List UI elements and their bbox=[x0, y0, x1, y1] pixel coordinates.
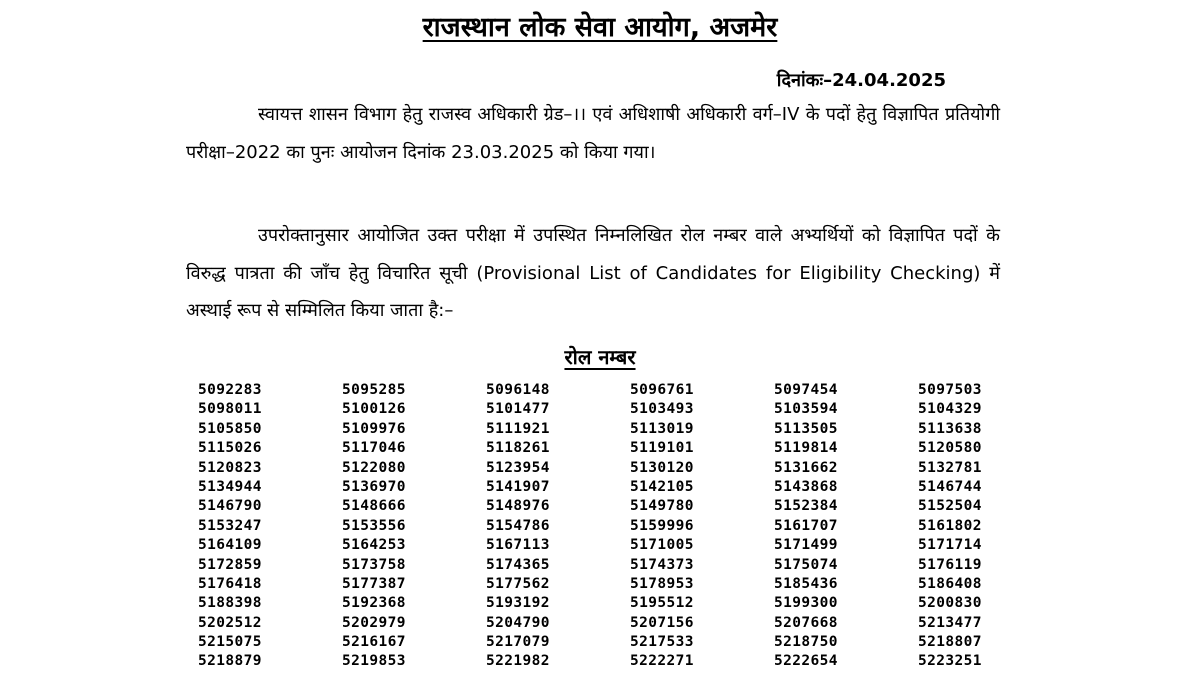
roll-number-cell: 5153556 bbox=[342, 517, 406, 534]
roll-number-cell: 5161802 bbox=[918, 517, 982, 534]
roll-number-cell: 5146744 bbox=[918, 478, 982, 495]
roll-number-cell: 5120580 bbox=[918, 440, 982, 457]
roll-number-cell: 5204790 bbox=[486, 614, 550, 631]
roll-number-cell: 5123954 bbox=[486, 459, 550, 476]
document-date: दिनांकः–24.04.2025 bbox=[776, 70, 946, 91]
roll-number-cell: 5113638 bbox=[918, 420, 982, 437]
roll-number-cell: 5222271 bbox=[630, 653, 694, 670]
roll-number-cell: 5215075 bbox=[198, 634, 262, 651]
roll-number-cell: 5101477 bbox=[486, 401, 550, 418]
roll-number-cell: 5161707 bbox=[774, 517, 838, 534]
roll-number-cell: 5100126 bbox=[342, 401, 406, 418]
roll-number-cell: 5167113 bbox=[486, 537, 550, 554]
roll-number-cell: 5217533 bbox=[630, 634, 694, 651]
roll-number-cell: 5221982 bbox=[486, 653, 550, 670]
page-title-text: राजस्थान लोक सेवा आयोग, अजमेर bbox=[422, 12, 778, 43]
roll-number-cell: 5188398 bbox=[198, 595, 262, 612]
roll-number-cell: 5096148 bbox=[486, 382, 550, 398]
roll-number-cell: 5113505 bbox=[774, 420, 838, 437]
roll-number-cell: 5172859 bbox=[198, 556, 262, 573]
roll-number-cell: 5218879 bbox=[198, 653, 262, 670]
roll-number-cell: 5092283 bbox=[198, 382, 262, 398]
roll-number-cell: 5164253 bbox=[342, 537, 406, 554]
roll-number-cell: 5105850 bbox=[198, 420, 262, 437]
roll-number-cell: 5192368 bbox=[342, 595, 406, 612]
roll-number-cell: 5117046 bbox=[342, 440, 406, 457]
roll-number-cell: 5098011 bbox=[198, 401, 262, 418]
roll-number-cell: 5213477 bbox=[918, 614, 982, 631]
roll-number-cell: 5173758 bbox=[342, 556, 406, 573]
roll-number-heading-text: रोल नम्बर bbox=[564, 345, 636, 369]
roll-number-cell: 5096761 bbox=[630, 382, 694, 398]
roll-number-cell: 5134944 bbox=[198, 478, 262, 495]
roll-number-cell: 5103594 bbox=[774, 401, 838, 418]
roll-number-cell: 5171005 bbox=[630, 537, 694, 554]
roll-number-cell: 5171499 bbox=[774, 537, 838, 554]
roll-number-cell: 5154786 bbox=[486, 517, 550, 534]
roll-number-cell: 5218807 bbox=[918, 634, 982, 651]
roll-number-cell: 5142105 bbox=[630, 478, 694, 495]
roll-number-heading bbox=[0, 342, 1200, 372]
roll-number-cell: 5217079 bbox=[486, 634, 550, 651]
roll-number-cell: 5176418 bbox=[198, 575, 262, 592]
page-title bbox=[0, 8, 1200, 48]
roll-number-cell: 5185436 bbox=[774, 575, 838, 592]
roll-number-cell: 5153247 bbox=[198, 517, 262, 534]
paragraph-exam-notice: स्वायत्त शासन विभाग हेतु राजस्व अधिकारी ग्रेड–।। एवं अधिशाषी अधिकारी वर्ग–IV के पदों हेतु विज्ञापित प्रतियोगी परीक्षा–2022 का पुनः आयोजन दिनांक 23.03.2025 को किया गया। bbox=[186, 104, 1000, 163]
roll-number-cell: 5143868 bbox=[774, 478, 838, 495]
roll-number-cell: 5122080 bbox=[342, 459, 406, 476]
roll-number-cell: 5174365 bbox=[486, 556, 550, 573]
roll-number-cell: 5095285 bbox=[342, 382, 406, 398]
roll-number-cell: 5195512 bbox=[630, 595, 694, 612]
roll-number-cell: 5175074 bbox=[774, 556, 838, 573]
roll-number-cell: 5097454 bbox=[774, 382, 838, 398]
roll-number-cell: 5115026 bbox=[198, 440, 262, 457]
roll-number-cell: 5152384 bbox=[774, 498, 838, 515]
roll-number-cell: 5186408 bbox=[918, 575, 982, 592]
roll-number-cell: 5118261 bbox=[486, 440, 550, 457]
roll-number-cell: 5174373 bbox=[630, 556, 694, 573]
roll-number-cell: 5120823 bbox=[198, 459, 262, 476]
paragraph-eligibility-list: उपरोक्तानुसार आयोजित उक्त परीक्षा में उपस्थित निम्नलिखित रोल नम्बर वाले अभ्यर्थियों को विज्ञापित पदों के विरुद्ध पात्रता की जाँच हेतु विचारित सूची (Provisional List of Candidates for Eligibility Checking) में अस्थाई रूप से सम्मिलित किया जाता है:– bbox=[186, 225, 1000, 321]
roll-number-cell: 5119814 bbox=[774, 440, 838, 457]
roll-number-cell: 5141907 bbox=[486, 478, 550, 495]
roll-number-cell: 5159996 bbox=[630, 517, 694, 534]
roll-number-cell: 5113019 bbox=[630, 420, 694, 437]
roll-number-cell: 5103493 bbox=[630, 401, 694, 418]
roll-number-cell: 5223251 bbox=[918, 653, 982, 670]
roll-number-cell: 5111921 bbox=[486, 420, 550, 437]
roll-number-cell: 5131662 bbox=[774, 459, 838, 476]
roll-number-cell: 5148666 bbox=[342, 498, 406, 515]
roll-number-cell: 5132781 bbox=[918, 459, 982, 476]
roll-number-cell: 5130120 bbox=[630, 459, 694, 476]
roll-number-cell: 5149780 bbox=[630, 498, 694, 515]
roll-number-cell: 5148976 bbox=[486, 498, 550, 515]
roll-number-cell: 5216167 bbox=[342, 634, 406, 651]
roll-number-cell: 5207668 bbox=[774, 614, 838, 631]
roll-number-cell: 5202979 bbox=[342, 614, 406, 631]
roll-number-cell: 5136970 bbox=[342, 478, 406, 495]
roll-number-cell: 5097503 bbox=[918, 382, 982, 398]
roll-number-cell: 5202512 bbox=[198, 614, 262, 631]
roll-number-cell: 5177562 bbox=[486, 575, 550, 592]
roll-number-cell: 5146790 bbox=[198, 498, 262, 515]
roll-number-cell: 5171714 bbox=[918, 537, 982, 554]
roll-number-cell: 5199300 bbox=[774, 595, 838, 612]
roll-number-cell: 5109976 bbox=[342, 420, 406, 437]
roll-number-cell: 5200830 bbox=[918, 595, 982, 612]
roll-number-cell: 5119101 bbox=[630, 440, 694, 457]
roll-number-table bbox=[190, 381, 1010, 672]
roll-number-cell: 5164109 bbox=[198, 537, 262, 554]
roll-number-cell: 5207156 bbox=[630, 614, 694, 631]
roll-number-cell: 5152504 bbox=[918, 498, 982, 515]
roll-number-cell: 5219853 bbox=[342, 653, 406, 670]
roll-number-cell: 5178953 bbox=[630, 575, 694, 592]
roll-number-cell: 5176119 bbox=[918, 556, 982, 573]
roll-number-cell: 5218750 bbox=[774, 634, 838, 651]
roll-number-cell: 5222654 bbox=[774, 653, 838, 670]
roll-number-cell: 5177387 bbox=[342, 575, 406, 592]
roll-number-cell: 5104329 bbox=[918, 401, 982, 418]
roll-number-cell: 5193192 bbox=[486, 595, 550, 612]
